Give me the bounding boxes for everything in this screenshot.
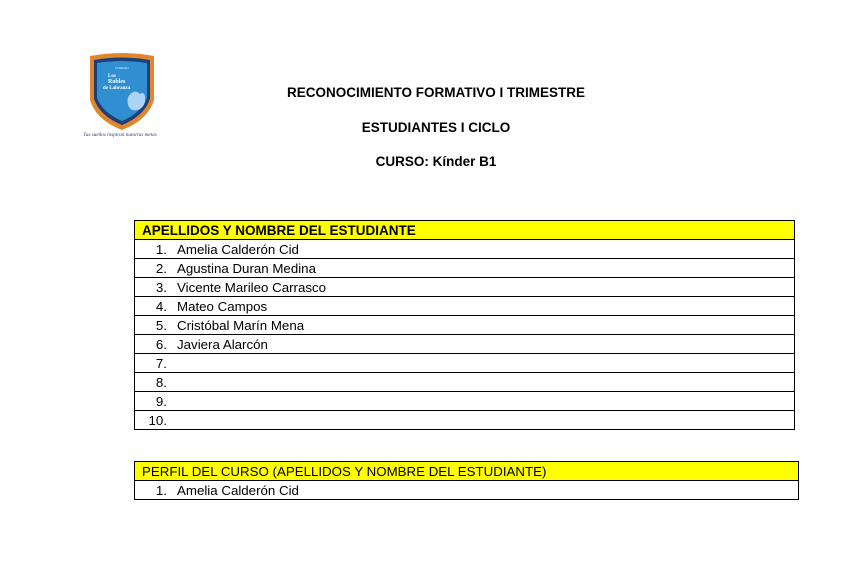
school-logo (68, 52, 172, 144)
row-number: 2. (155, 260, 167, 276)
table-row (135, 278, 795, 297)
profile-table (134, 461, 799, 500)
student-name: Agustina Duran Medina (177, 260, 316, 276)
row-number: 8. (155, 374, 167, 390)
logo-caption: COLEGIO (115, 66, 129, 70)
table-row (135, 335, 795, 354)
row-number: 5. (155, 317, 167, 333)
student-name: Cristóbal Marín Mena (177, 317, 305, 333)
logo-name-line3: de Labranza (103, 86, 131, 91)
table-row (135, 316, 795, 335)
table-row (135, 354, 795, 373)
table-row (135, 392, 795, 411)
logo-name-line2: Robles (108, 79, 126, 85)
school-shield-icon (88, 52, 156, 132)
student-name: Mateo Campos (177, 298, 268, 314)
table-row (135, 481, 799, 500)
table-row (135, 297, 795, 316)
table-row (135, 240, 795, 259)
row-number: 7. (155, 355, 167, 371)
logo-motto: Tus sueños inspiran nuestras metas (83, 132, 157, 138)
table-row (135, 259, 795, 278)
students-table (134, 220, 795, 430)
row-number: 9. (155, 393, 167, 409)
row-number: 1. (155, 482, 167, 498)
student-name: Amelia Calderón Cid (177, 482, 299, 498)
student-name: Amelia Calderón Cid (177, 241, 299, 257)
row-number: 10. (148, 412, 167, 428)
row-number: 6. (155, 336, 167, 352)
table-row (135, 373, 795, 392)
student-name: Vicente Marileo Carrasco (177, 279, 327, 295)
row-number: 4. (155, 298, 167, 314)
student-name: Javiera Alarcón (177, 336, 268, 352)
students-table-header: APELLIDOS Y NOMBRE DEL ESTUDIANTE (135, 221, 795, 240)
profile-table-header: PERFIL DEL CURSO (APELLIDOS Y NOMBRE DEL ESTUDIANTE) (135, 462, 799, 481)
table-row (135, 411, 795, 430)
row-number: 1. (155, 241, 167, 257)
row-number: 3. (155, 279, 167, 295)
logo-name-line1: Los (108, 74, 116, 79)
